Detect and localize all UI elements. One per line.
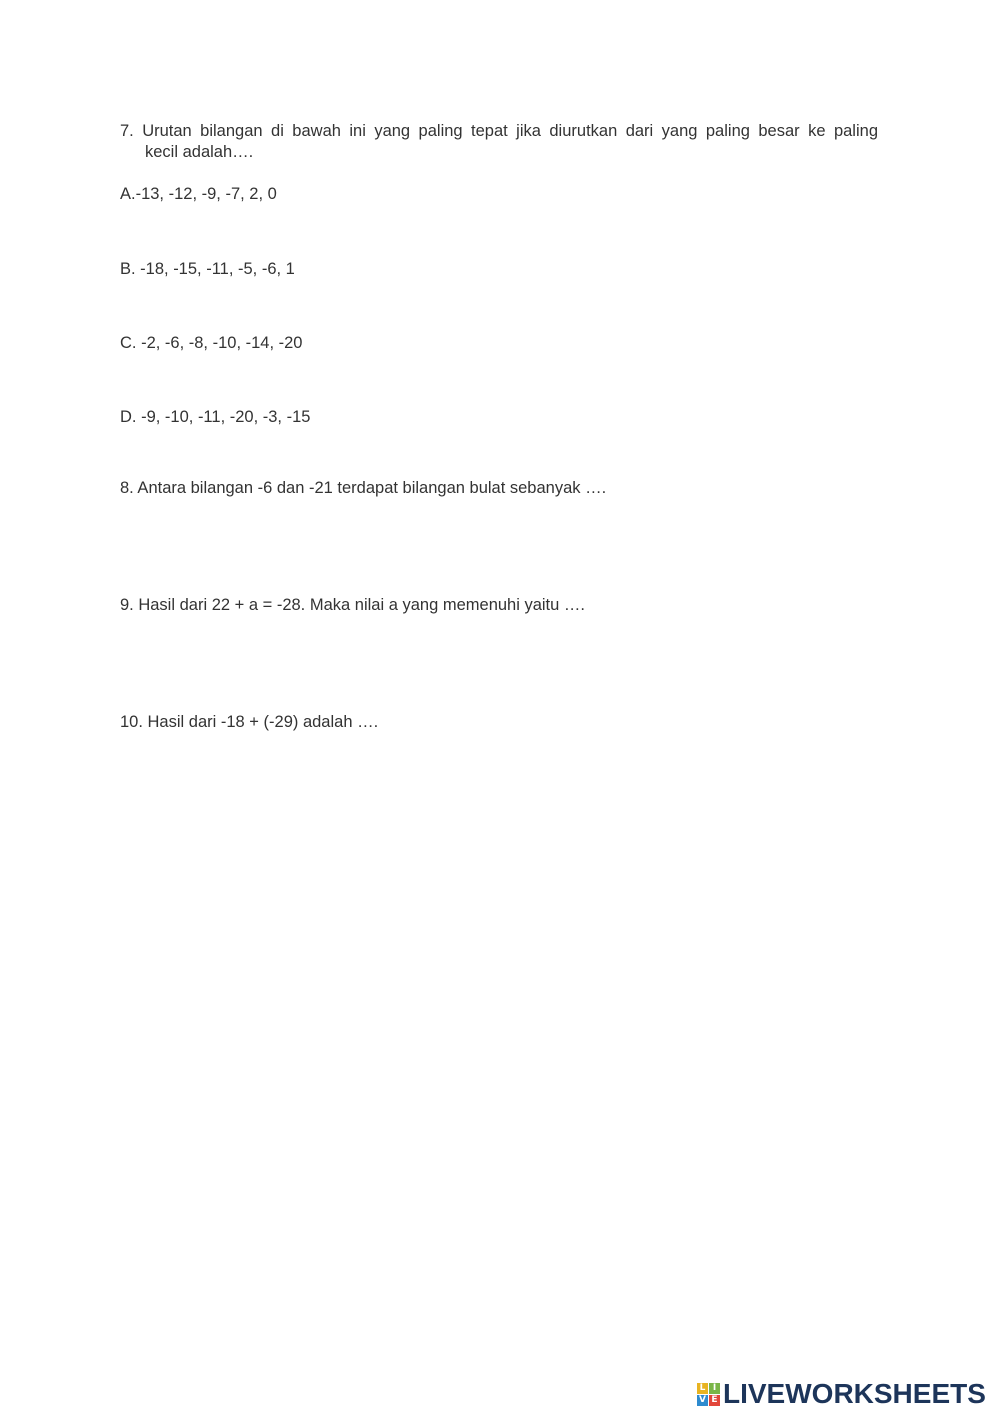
option-c: C. -2, -6, -8, -10, -14, -20	[120, 334, 303, 352]
option-b: B. -18, -15, -11, -5, -6, 1	[120, 260, 295, 278]
question-10-text: 10. Hasil dari -18 + (-29) adalah ….	[120, 713, 379, 731]
logo-letter-v: V	[697, 1395, 708, 1406]
question-9-text: 9. Hasil dari 22 + a = -28. Maka nilai a yang memenuhi yaitu ….	[120, 596, 585, 614]
option-d: D. -9, -10, -11, -20, -3, -15	[120, 408, 311, 426]
logo-letter-l: L	[697, 1383, 708, 1394]
option-a: A.-13, -12, -9, -7, 2, 0	[120, 185, 277, 203]
question-7-text-continued: kecil adalah….	[145, 143, 254, 161]
logo-letter-i: I	[709, 1383, 720, 1394]
logo-mark-icon	[697, 1383, 720, 1406]
logo-letter-e: E	[709, 1395, 720, 1406]
question-7-text: 7. Urutan bilangan di bawah ini yang paling tepat jika diurutkan dari yang paling besar ke paling	[120, 122, 878, 140]
logo-text: LIVEWORKSHEETS	[723, 1378, 986, 1409]
question-8-text: 8. Antara bilangan -6 dan -21 terdapat bilangan bulat sebanyak ….	[120, 479, 607, 497]
liveworksheets-logo	[697, 1379, 986, 1409]
